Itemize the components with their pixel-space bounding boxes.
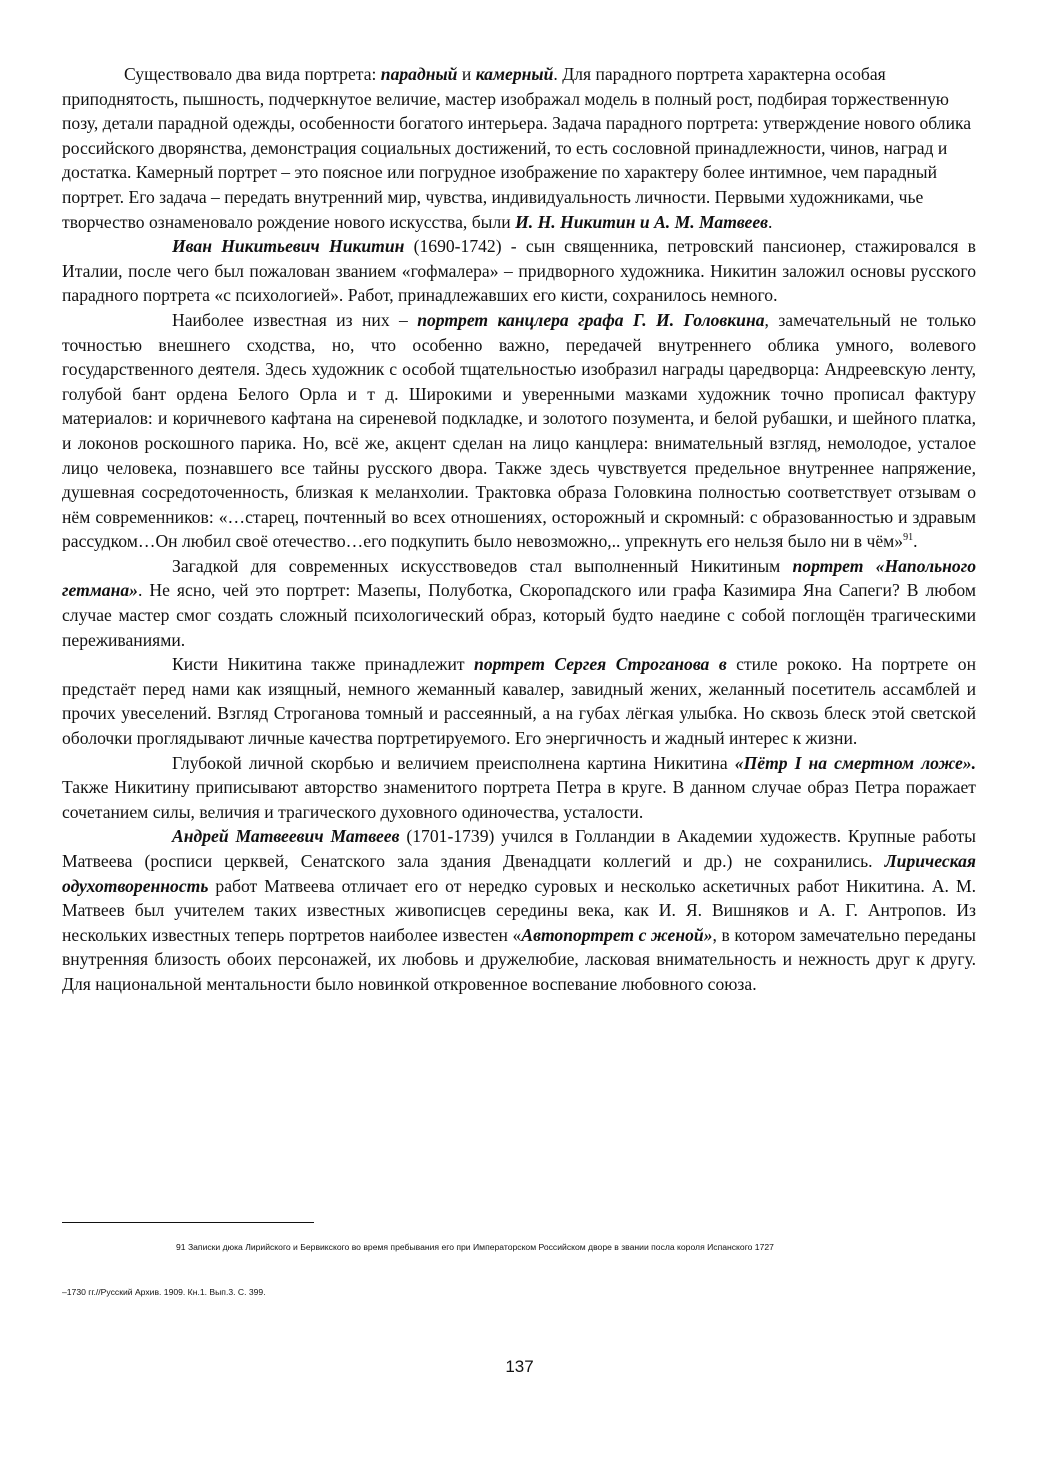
text-run: работ Матвеева отличает его от нередко суровых и несколько аскетичных работ Никитина. А. М. Матвеев был учителем таких известных живописцев середины века, как И. Я. Вишняков и А. Г. Антропов. Из нескольких известных теперь портретов наиболее известен «	[62, 875, 976, 945]
text-run: Наиболее известная из них –	[172, 309, 418, 330]
text-run: (1690-1742) - сын священника, петровский пансионер, стажировался в Италии, после чего был пожалован званием «гофмалера» – придворного художника. Никитин заложил основы русского парадного портрета «с психологией». Работ, принадлежавших его кисти, сохранилось немного.	[62, 236, 976, 306]
emphasis-text: портрет канцлера графа Г. И. Головкина	[417, 309, 765, 330]
emphasis-text: Автопортрет с женой»	[521, 924, 713, 945]
paragraph-hetman-portrait	[62, 554, 976, 652]
footnote-reference: 91	[903, 532, 914, 544]
text-run: Загадкой для современных искусствоведов стал выполненный Никитиным	[172, 555, 793, 576]
text-run: Также Никитину приписывают авторство знаменитого портрета Петра в круге. В данном случае образ Петра поражает сочетанием силы, величия и трагического духовного одиночества, усталости.	[62, 777, 976, 822]
emphasis-text: «Пётр I на смертном ложе».	[734, 752, 976, 773]
text-run: .	[768, 211, 773, 232]
footnote-line-1: 91 Записки дюка Лирийского и Бервикского во время пребывания его при Императорском Российском дворе в звании посла короля Испанского 1727	[176, 1242, 774, 1252]
text-run: стиле рококо. На портрете он предстаёт перед нами как изящный, немного жеманный кавалер, завидный жених, желанный посетитель ассамблей и прочих увеселений. Взгляд Строганова томный и рассеянный, а на губах лёгкая улыбка. Но сквозь блеск этой светской оболочки проглядывают личные качества портретируемого. Его энергичность и жадный интерес к жизни.	[62, 654, 976, 749]
emphasis-text: Андрей Матвеевич Матвеев	[172, 826, 400, 847]
text-run: Существовало два вида портрета:	[124, 64, 381, 84]
paragraph-golovkin-portrait	[62, 308, 976, 554]
paragraph-intro	[62, 62, 976, 234]
footnote-separator	[62, 1222, 314, 1223]
paragraph-matveev-bio	[62, 824, 976, 996]
emphasis-text: И. Н. Никитин и А. М. Матвеев	[515, 211, 769, 232]
emphasis-text: портрет Сергея Строганова в	[474, 654, 727, 675]
text-run: . Не ясно, чей это портрет: Мазепы, Полуботка, Скоропадского или графа Казимира Яна Сапеги? В любом случае мастер смог создать сложный психологический образ, который будто наедине с собой поглощён трагическими переживаниями.	[62, 580, 976, 650]
text-run: . Для парадного портрета характерна особая приподнятость, пышность, подчеркнутое величие, мастер изображал модель в полный рост, подбирая торжественную позу, детали парадной одежды, особенности богатого интерьера. Задача парадного портрета: утверждение нового облика российского дворянства, демонстрация социальных достижений, то есть сословной принадлежности, чинов, наград и достатка. Камерный портрет – это поясное или погрудное изображение по характеру более интимное, чем парадный портрет. Его задача – передать внутренний мир, чувства, индивидуальность личности. Первыми художниками, чье творчество ознаменовало рождение нового искусства, были	[62, 64, 972, 232]
text-run: , замечательный не только точностью внешнего сходства, но, что особенно важно, передачей внутреннего облика умного, волевого государственного деятеля. Здесь художник с особой тщательностью изобразил награды царедворца: Андреевскую ленту, голубой бант ордена Белого Орла и т д. Широкими и уверенными мазками художник точно прописал фактуру материалов: и коричневого кафтана на сиреневой подкладке, и золотого позумента, и белой рубашки, и шейного платка, и локонов роскошного парика. Но, всё же, акцент сделан на лицо канцлера: внимательный взгляд, немолодое, усталое лицо человека, познавшего все тайны русского двора. Также здесь чувствуется предельное внутреннее напряжение, душевная сосредоточенность, близкая к меланхолии. Трактовка образа Головкина полностью соответствует отзывам о нём современников: «…старец, почтенный во всех отношениях, осторожный и скромный: с образованностью и здравым рассудком…Он любил своё отечество…его подкупить было невозможно,.. упрекнуть его нельзя было ни в чём»	[62, 309, 977, 552]
text-run: .	[913, 531, 918, 552]
text-run: Глубокой личной скорбью и величием преисполнена картина Никитина	[172, 752, 735, 773]
page-number: 137	[505, 1357, 534, 1376]
emphasis-text: камерный	[475, 64, 554, 84]
paragraph-peter-deathbed	[62, 751, 976, 825]
emphasis-text: Лирическая одухотворенность	[62, 851, 976, 896]
text-run: , в котором замечательно переданы внутренняя близость обоих персонажей, их любовь и дружелюбие, ласковая внимательность и нежность друг к другу. Для национальной ментальности было новинкой откровенное воспевание любовного союза.	[62, 924, 976, 994]
text-run: Кисти Никитина также принадлежит	[172, 654, 475, 675]
emphasis-text: Иван Никитьевич Никитин	[172, 236, 405, 257]
paragraph-nikitin-bio	[62, 234, 976, 308]
document-body	[62, 62, 976, 997]
emphasis-text: портрет «Напольного гетмана»	[62, 555, 976, 601]
paragraph-stroganov-portrait	[62, 652, 976, 750]
footnote-line-2: –1730 гг.//Русский Архив. 1909. Кн.1. Вып.3. С. 399.	[62, 1287, 266, 1297]
emphasis-text: парадный	[380, 64, 458, 84]
text-run: и	[457, 64, 476, 84]
text-run: (1701-1739) учился в Голландии в Академии художеств. Крупные работы Матвеева (росписи церквей, Сенатского зала здания Двенадцати коллегий и др.) не сохранились.	[62, 826, 976, 871]
